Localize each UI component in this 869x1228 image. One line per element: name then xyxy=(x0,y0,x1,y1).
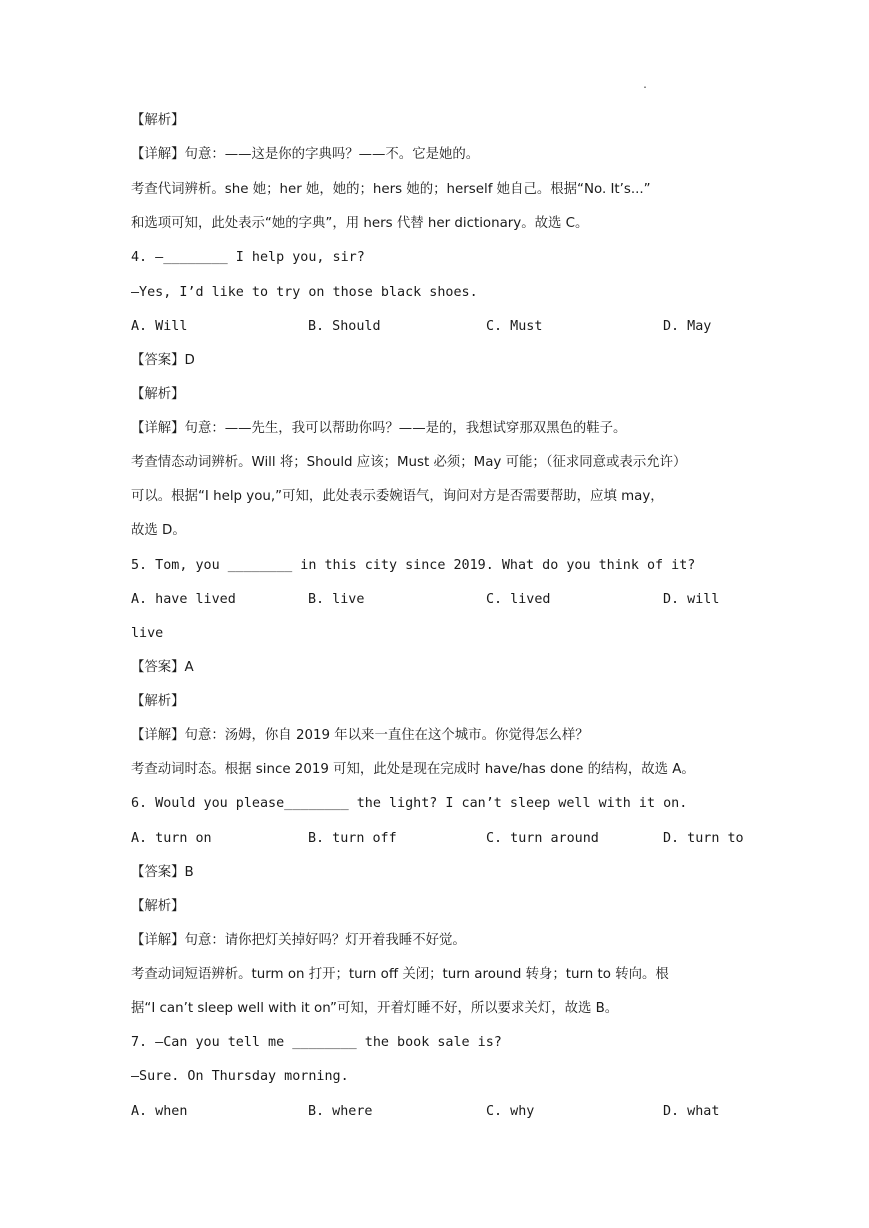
option-d: D. May xyxy=(663,319,712,334)
option-a: A. turn on xyxy=(131,831,212,846)
analysis-label: 【解析】 xyxy=(131,694,185,709)
option-d: D. will xyxy=(663,592,720,607)
question-stem: 5. Tom, you ________ in this city since 2019. What do you think of it? xyxy=(131,558,696,573)
detail-text: 【详解】句意：汤姆，你自 2019 年以来一直住在这个城市。你觉得怎么样？ xyxy=(131,728,589,743)
option-b: B. live xyxy=(308,592,365,607)
option-c: C. why xyxy=(486,1104,535,1119)
explanation-text: 可以。根据“I help you,”可知，此处表示委婉语气，询问对方是否需要帮助，应填 may， xyxy=(131,489,664,504)
option-b: B. Should xyxy=(308,319,381,334)
explanation-text: 故选 D。 xyxy=(131,523,186,538)
detail-text: 【详解】句意：请你把灯关掉好吗？灯开着我睡不好觉。 xyxy=(131,933,466,948)
analysis-label: 【解析】 xyxy=(131,387,185,402)
option-d: D. what xyxy=(663,1104,720,1119)
question-stem: 4. —________ I help you, sir? xyxy=(131,250,365,265)
explanation-text: 考查情态动词辨析。Will 将；Should 应该；Must 必须；May 可能；（征求同意或表示允许） xyxy=(131,455,687,470)
option-a: A. Will xyxy=(131,319,188,334)
option-c: C. Must xyxy=(486,319,543,334)
answer-label: 【答案】B xyxy=(131,865,194,880)
option-a: A. when xyxy=(131,1104,188,1119)
option-c: C. lived xyxy=(486,592,551,607)
analysis-label: 【解析】 xyxy=(131,899,185,914)
option-d: D. turn to xyxy=(663,831,744,846)
answer-label: 【答案】A xyxy=(131,660,194,675)
header-dot: . xyxy=(642,80,649,91)
explanation-text: 考查代词辨析。she 她；her 她，她的；hers 她的；herself 她自己。根据“No. It’s...” xyxy=(131,182,651,197)
option-b: B. turn off xyxy=(308,831,397,846)
question-reply: —Yes, I’d like to try on those black shoes. xyxy=(131,285,478,300)
explanation-text: 考查动词短语辨析。turm on 打开；turn off 关闭；turn around 转身；turn to 转向。根 xyxy=(131,967,669,982)
analysis-label: 【解析】 xyxy=(131,113,185,128)
question-reply: —Sure. On Thursday morning. xyxy=(131,1069,349,1084)
option-a: A. have lived xyxy=(131,592,236,607)
explanation-text: 和选项可知，此处表示“她的字典”，用 hers 代替 her dictionary。故选 C。 xyxy=(131,216,589,231)
question-stem: 7. —Can you tell me ________ the book sale is? xyxy=(131,1035,502,1050)
explanation-text: 据“I can’t sleep well with it on”可知，开着灯睡不好，所以要求关灯，故选 B。 xyxy=(131,1001,619,1016)
detail-text: 【详解】句意：——先生，我可以帮助你吗？——是的，我想试穿那双黑色的鞋子。 xyxy=(131,421,627,436)
explanation-text: 考查动词时态。根据 since 2019 可知，此处是现在完成时 have/has done 的结构，故选 A。 xyxy=(131,762,695,777)
option-c: C. turn around xyxy=(486,831,599,846)
answer-label: 【答案】D xyxy=(131,353,195,368)
option-b: B. where xyxy=(308,1104,373,1119)
detail-text: 【详解】句意：——这是你的字典吗？——不。它是她的。 xyxy=(131,147,480,162)
question-stem: 6. Would you please________ the light? I can’t sleep well with it on. xyxy=(131,796,688,811)
option-d-wrap: live xyxy=(131,626,164,641)
